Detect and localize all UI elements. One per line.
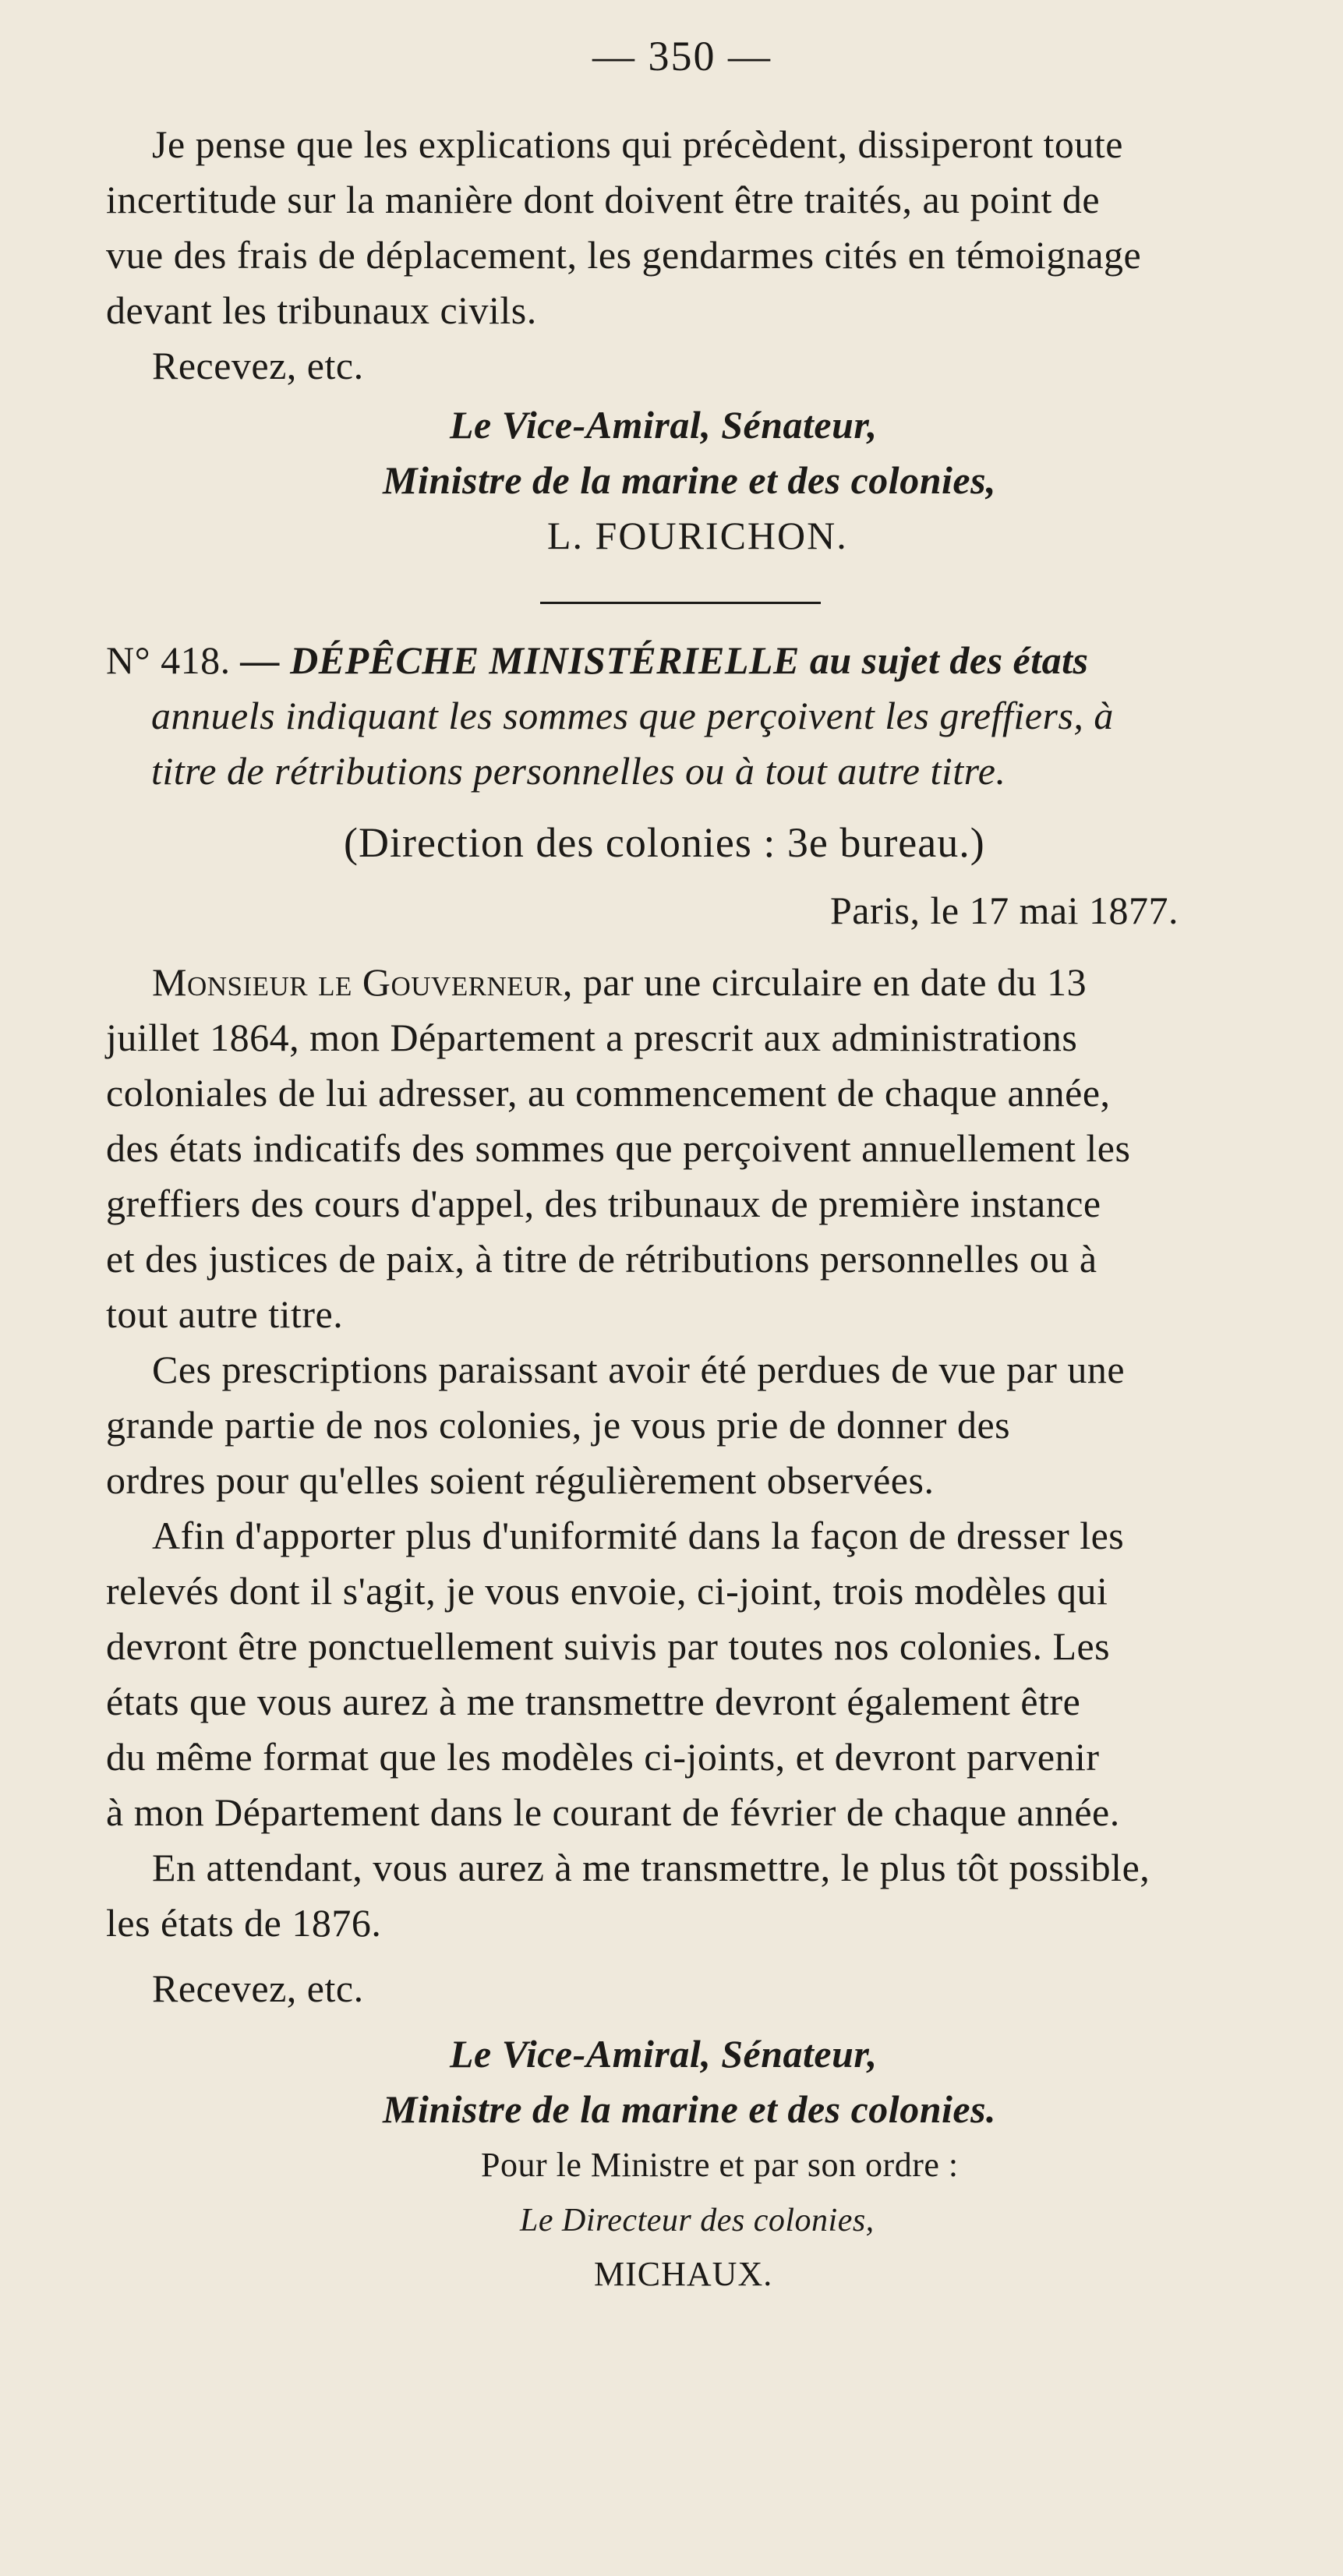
page-number: — 350 — (592, 33, 772, 80)
dispatch-body-line-3: coloniales de lui adresser, au commencement de chaque année, (106, 1071, 1111, 1115)
dispatch-number: N° 418. (106, 638, 231, 682)
intro-line-1: Je pense que les explications qui précèdent, dissiperont toute (152, 122, 1123, 166)
dispatch-body-line-13: devront être ponctuellement suivis par toutes nos colonies. Les (106, 1624, 1111, 1668)
dispatch-body-line-6: et des justices de paix, à titre de rétributions personnelles ou à (106, 1237, 1097, 1281)
dispatch-closing: Recevez, etc. (152, 1966, 364, 2010)
dispatch-body-line-18: les états de 1876. (106, 1901, 382, 1945)
dispatch-body-line-10: ordres pour qu'elles soient régulièrement observées. (106, 1458, 935, 1502)
dispatch-heading-line-2: annuels indiquant les sommes que perçoivent les greffiers, à (151, 694, 1114, 737)
signature2-delegation: Pour le Ministre et par son ordre : (481, 2146, 959, 2184)
section-divider (540, 602, 821, 604)
dispatch-body-line-9: grande partie de nos colonies, je vous prie de donner des (106, 1403, 1011, 1447)
signature2-office: Ministre de la marine et des colonies. (383, 2087, 997, 2131)
dispatch-body-line-1: Monsieur le Gouverneur, par une circulaire en date du 13 (152, 960, 1087, 1004)
dispatch-body-line-5: greffiers des cours d'appel, des tribunaux de première instance (106, 1182, 1101, 1225)
dispatch-dateline: Paris, le 17 mai 1877. (830, 889, 1179, 932)
intro-line-3: vue des frais de déplacement, les gendarmes cités en témoignage (106, 233, 1142, 277)
dispatch-body-line-14: états que vous aurez à me transmettre devront également être (106, 1680, 1081, 1723)
intro-line-4: devant les tribunaux civils. (106, 288, 537, 332)
dispatch-direction: (Direction des colonies : 3e bureau.) (344, 819, 985, 866)
dispatch-body-line-17: En attendant, vous aurez à me transmettre, le plus tôt possible, (152, 1846, 1150, 1889)
intro-line-2: incertitude sur la manière dont doivent être traités, au point de (106, 178, 1101, 221)
signature-title: Le Vice-Amiral, Sénateur, (450, 403, 878, 447)
signature2-role: Le Directeur des colonies, (520, 2203, 875, 2239)
signature2-name: MICHAUX. (594, 2255, 773, 2293)
dispatch-body-line-2: juillet 1864, mon Département a prescrit aux administrations (106, 1016, 1078, 1059)
dispatch-body-line-12: relevés dont il s'agit, je vous envoie, ci-joint, trois modèles qui (106, 1569, 1108, 1613)
dispatch-body-line-16: à mon Département dans le courant de février de chaque année. (106, 1790, 1120, 1834)
signature-name: L. FOURICHON. (547, 514, 848, 557)
dispatch-heading (106, 638, 1089, 682)
dispatch-heading-line-3: titre de rétributions personnelles ou à tout autre titre. (151, 749, 1006, 793)
dispatch-body-line-11: Afin d'apporter plus d'uniformité dans la façon de dresser les (152, 1514, 1125, 1557)
dispatch-body-line-4: des états indicatifs des sommes que perçoivent annuellement les (106, 1126, 1131, 1170)
dispatch-body-line-8: Ces prescriptions paraissant avoir été perdues de vue par une (152, 1348, 1126, 1391)
dispatch-salutation: Monsieur le Gouverneur, (152, 960, 573, 1004)
dispatch-body-line-7: tout autre titre. (106, 1292, 344, 1336)
signature2-title: Le Vice-Amiral, Sénateur, (450, 2032, 878, 2076)
signature-office: Ministre de la marine et des colonies, (383, 458, 997, 502)
dispatch-heading-line-1: — DÉPÊCHE MINISTÉRIELLE au sujet des états (240, 638, 1089, 682)
dispatch-body-line-15: du même format que les modèles ci-joints, et devront parvenir (106, 1735, 1100, 1779)
intro-closing: Recevez, etc. (152, 344, 364, 387)
